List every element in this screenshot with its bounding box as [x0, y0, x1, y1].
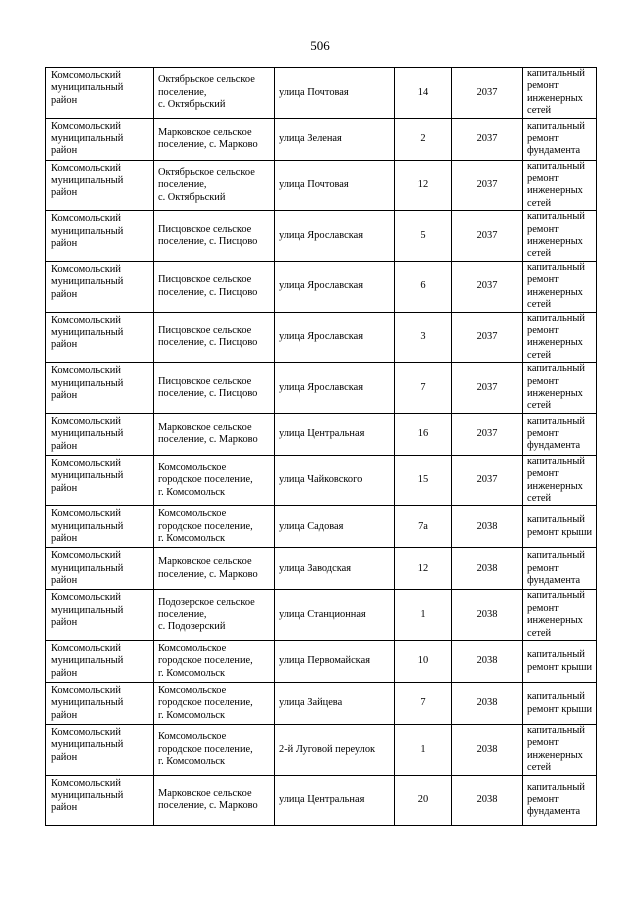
street-cell: улица Чайковского — [275, 455, 395, 506]
year-cell: 2037 — [452, 68, 523, 119]
street-cell: улица Ярославская — [275, 363, 395, 414]
table-row — [46, 68, 597, 119]
settlement-cell: Октябрьское сельское поселение, с. Октябрьский — [154, 160, 275, 211]
district-cell: Комсомольский муниципальный район — [46, 590, 154, 641]
street-cell: 2-й Луговой переулок — [275, 725, 395, 776]
settlement-cell: Писцовское сельское поселение, с. Писцово — [154, 363, 275, 414]
table-row — [46, 590, 597, 641]
year-cell: 2037 — [452, 211, 523, 262]
work-type-cell: капитальный ремонт инженерных сетей — [523, 725, 597, 776]
year-cell: 2038 — [452, 775, 523, 825]
work-type-cell: капитальный ремонт крыши — [523, 506, 597, 548]
settlement-cell: Подозерское сельское поселение, с. Подозерский — [154, 590, 275, 641]
street-cell: улица Ярославская — [275, 261, 395, 312]
settlement-cell: Марковское сельское поселение, с. Марково — [154, 413, 275, 455]
district-cell: Комсомольский муниципальный район — [46, 160, 154, 211]
street-cell: улица Ярославская — [275, 312, 395, 363]
year-cell: 2038 — [452, 725, 523, 776]
district-cell: Комсомольский муниципальный район — [46, 548, 154, 590]
year-cell: 2038 — [452, 641, 523, 683]
year-cell: 2037 — [452, 160, 523, 211]
work-type-cell: капитальный ремонт фундамента — [523, 413, 597, 455]
house-number-cell: 15 — [395, 455, 452, 506]
street-cell: улица Ярославская — [275, 211, 395, 262]
repair-schedule-table — [45, 67, 597, 826]
settlement-cell: Писцовское сельское поселение, с. Писцово — [154, 312, 275, 363]
settlement-cell: Комсомольское городское поселение, г. Комсомольск — [154, 506, 275, 548]
house-number-cell: 2 — [395, 118, 452, 160]
work-type-cell: капитальный ремонт инженерных сетей — [523, 211, 597, 262]
house-number-cell: 5 — [395, 211, 452, 262]
house-number-cell: 7 — [395, 683, 452, 725]
district-cell: Комсомольский муниципальный район — [46, 312, 154, 363]
street-cell: улица Центральная — [275, 413, 395, 455]
work-type-cell: капитальный ремонт крыши — [523, 641, 597, 683]
house-number-cell: 7а — [395, 506, 452, 548]
table-row — [46, 683, 597, 725]
table-row — [46, 363, 597, 414]
settlement-cell: Комсомольское городское поселение, г. Комсомольск — [154, 725, 275, 776]
work-type-cell: капитальный ремонт фундамента — [523, 775, 597, 825]
district-cell: Комсомольский муниципальный район — [46, 261, 154, 312]
house-number-cell: 1 — [395, 725, 452, 776]
work-type-cell: капитальный ремонт инженерных сетей — [523, 261, 597, 312]
house-number-cell: 12 — [395, 548, 452, 590]
street-cell: улица Первомайская — [275, 641, 395, 683]
work-type-cell: капитальный ремонт инженерных сетей — [523, 590, 597, 641]
settlement-cell: Марковское сельское поселение, с. Марково — [154, 775, 275, 825]
year-cell: 2038 — [452, 548, 523, 590]
house-number-cell: 10 — [395, 641, 452, 683]
year-cell: 2038 — [452, 683, 523, 725]
house-number-cell: 12 — [395, 160, 452, 211]
year-cell: 2037 — [452, 413, 523, 455]
year-cell: 2037 — [452, 261, 523, 312]
settlement-cell: Писцовское сельское поселение, с. Писцово — [154, 211, 275, 262]
work-type-cell: капитальный ремонт инженерных сетей — [523, 68, 597, 119]
street-cell: улица Зайцева — [275, 683, 395, 725]
house-number-cell: 1 — [395, 590, 452, 641]
house-number-cell: 20 — [395, 775, 452, 825]
work-type-cell: капитальный ремонт фундамента — [523, 118, 597, 160]
year-cell: 2038 — [452, 506, 523, 548]
table-row — [46, 725, 597, 776]
district-cell: Комсомольский муниципальный район — [46, 641, 154, 683]
house-number-cell: 7 — [395, 363, 452, 414]
district-cell: Комсомольский муниципальный район — [46, 683, 154, 725]
district-cell: Комсомольский муниципальный район — [46, 775, 154, 825]
settlement-cell: Октябрьское сельское поселение, с. Октябрьский — [154, 68, 275, 119]
street-cell: улица Садовая — [275, 506, 395, 548]
work-type-cell: капитальный ремонт крыши — [523, 683, 597, 725]
settlement-cell: Марковское сельское поселение, с. Марково — [154, 118, 275, 160]
page-number: 506 — [310, 38, 330, 53]
table-row — [46, 641, 597, 683]
district-cell: Комсомольский муниципальный район — [46, 455, 154, 506]
settlement-cell: Марковское сельское поселение, с. Марково — [154, 548, 275, 590]
street-cell: улица Станционная — [275, 590, 395, 641]
district-cell: Комсомольский муниципальный район — [46, 506, 154, 548]
settlement-cell: Комсомольское городское поселение, г. Комсомольск — [154, 641, 275, 683]
table-row — [46, 160, 597, 211]
house-number-cell: 14 — [395, 68, 452, 119]
table-row — [46, 455, 597, 506]
year-cell: 2037 — [452, 455, 523, 506]
street-cell: улица Почтовая — [275, 68, 395, 119]
table-row — [46, 118, 597, 160]
table-row — [46, 211, 597, 262]
year-cell: 2037 — [452, 312, 523, 363]
work-type-cell: капитальный ремонт инженерных сетей — [523, 312, 597, 363]
table-row — [46, 548, 597, 590]
street-cell: улица Заводская — [275, 548, 395, 590]
work-type-cell: капитальный ремонт инженерных сетей — [523, 160, 597, 211]
year-cell: 2038 — [452, 590, 523, 641]
table-row — [46, 506, 597, 548]
district-cell: Комсомольский муниципальный район — [46, 211, 154, 262]
street-cell: улица Центральная — [275, 775, 395, 825]
table-row — [46, 312, 597, 363]
settlement-cell: Писцовское сельское поселение, с. Писцово — [154, 261, 275, 312]
work-type-cell: капитальный ремонт инженерных сетей — [523, 455, 597, 506]
district-cell: Комсомольский муниципальный район — [46, 118, 154, 160]
district-cell: Комсомольский муниципальный район — [46, 725, 154, 776]
street-cell: улица Почтовая — [275, 160, 395, 211]
district-cell: Комсомольский муниципальный район — [46, 363, 154, 414]
house-number-cell: 16 — [395, 413, 452, 455]
table-row — [46, 413, 597, 455]
table-row — [46, 261, 597, 312]
work-type-cell: капитальный ремонт фундамента — [523, 548, 597, 590]
settlement-cell: Комсомольское городское поселение, г. Комсомольск — [154, 455, 275, 506]
settlement-cell: Комсомольское городское поселение, г. Комсомольск — [154, 683, 275, 725]
house-number-cell: 3 — [395, 312, 452, 363]
district-cell: Комсомольский муниципальный район — [46, 413, 154, 455]
table-row — [46, 775, 597, 825]
house-number-cell: 6 — [395, 261, 452, 312]
work-type-cell: капитальный ремонт инженерных сетей — [523, 363, 597, 414]
year-cell: 2037 — [452, 118, 523, 160]
street-cell: улица Зеленая — [275, 118, 395, 160]
year-cell: 2037 — [452, 363, 523, 414]
district-cell: Комсомольский муниципальный район — [46, 68, 154, 119]
